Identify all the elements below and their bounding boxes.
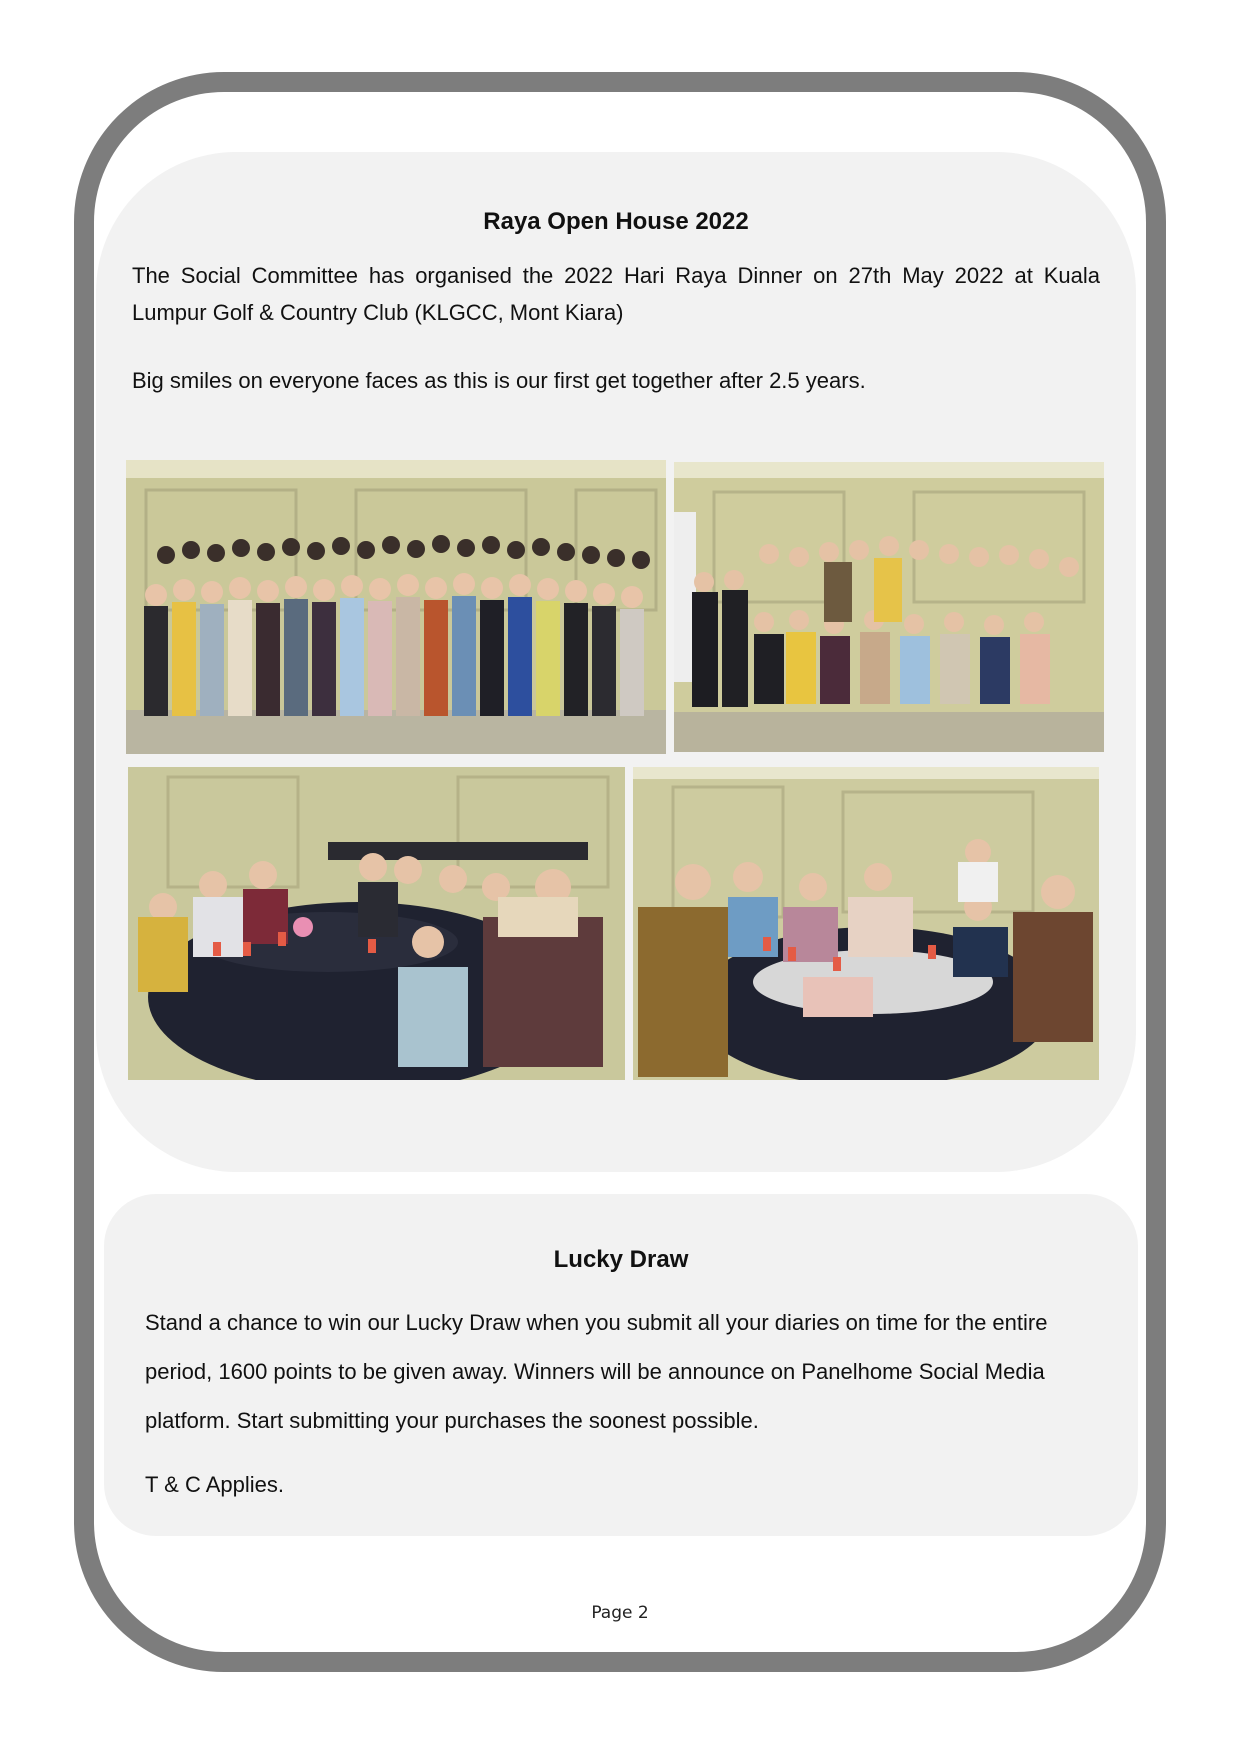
raya-section-title: Raya Open House 2022 — [483, 208, 749, 235]
lucky-draw-terms: T & C Applies. — [145, 1472, 284, 1497]
dinner-table-photo-1 — [128, 767, 625, 1080]
lucky-draw-paragraph-1: Stand a chance to win our Lucky Draw when you submit all your diaries on time for the entire period, 1600 points to be given away. Winners will be announce on Panelhome Social Media platform. Start submitting your purchases the soonest possible. — [145, 1310, 1048, 1433]
lucky-draw-title: Lucky Draw — [553, 1246, 689, 1273]
group-photo-seated — [674, 462, 1104, 752]
raya-paragraph-1: The Social Committee has organised the 2022 Hari Raya Dinner on 27th May 2022 at Kuala Lumpur Golf & Country Club (KLGCC, Mont Kiara) — [132, 263, 1100, 325]
raya-paragraph-2: Big smiles on everyone faces as this is our first get together after 2.5 years. — [132, 368, 866, 393]
dinner-table-photo-2 — [633, 767, 1099, 1080]
page-number: Page 2 — [591, 1603, 649, 1623]
group-photo-standing — [126, 460, 666, 754]
